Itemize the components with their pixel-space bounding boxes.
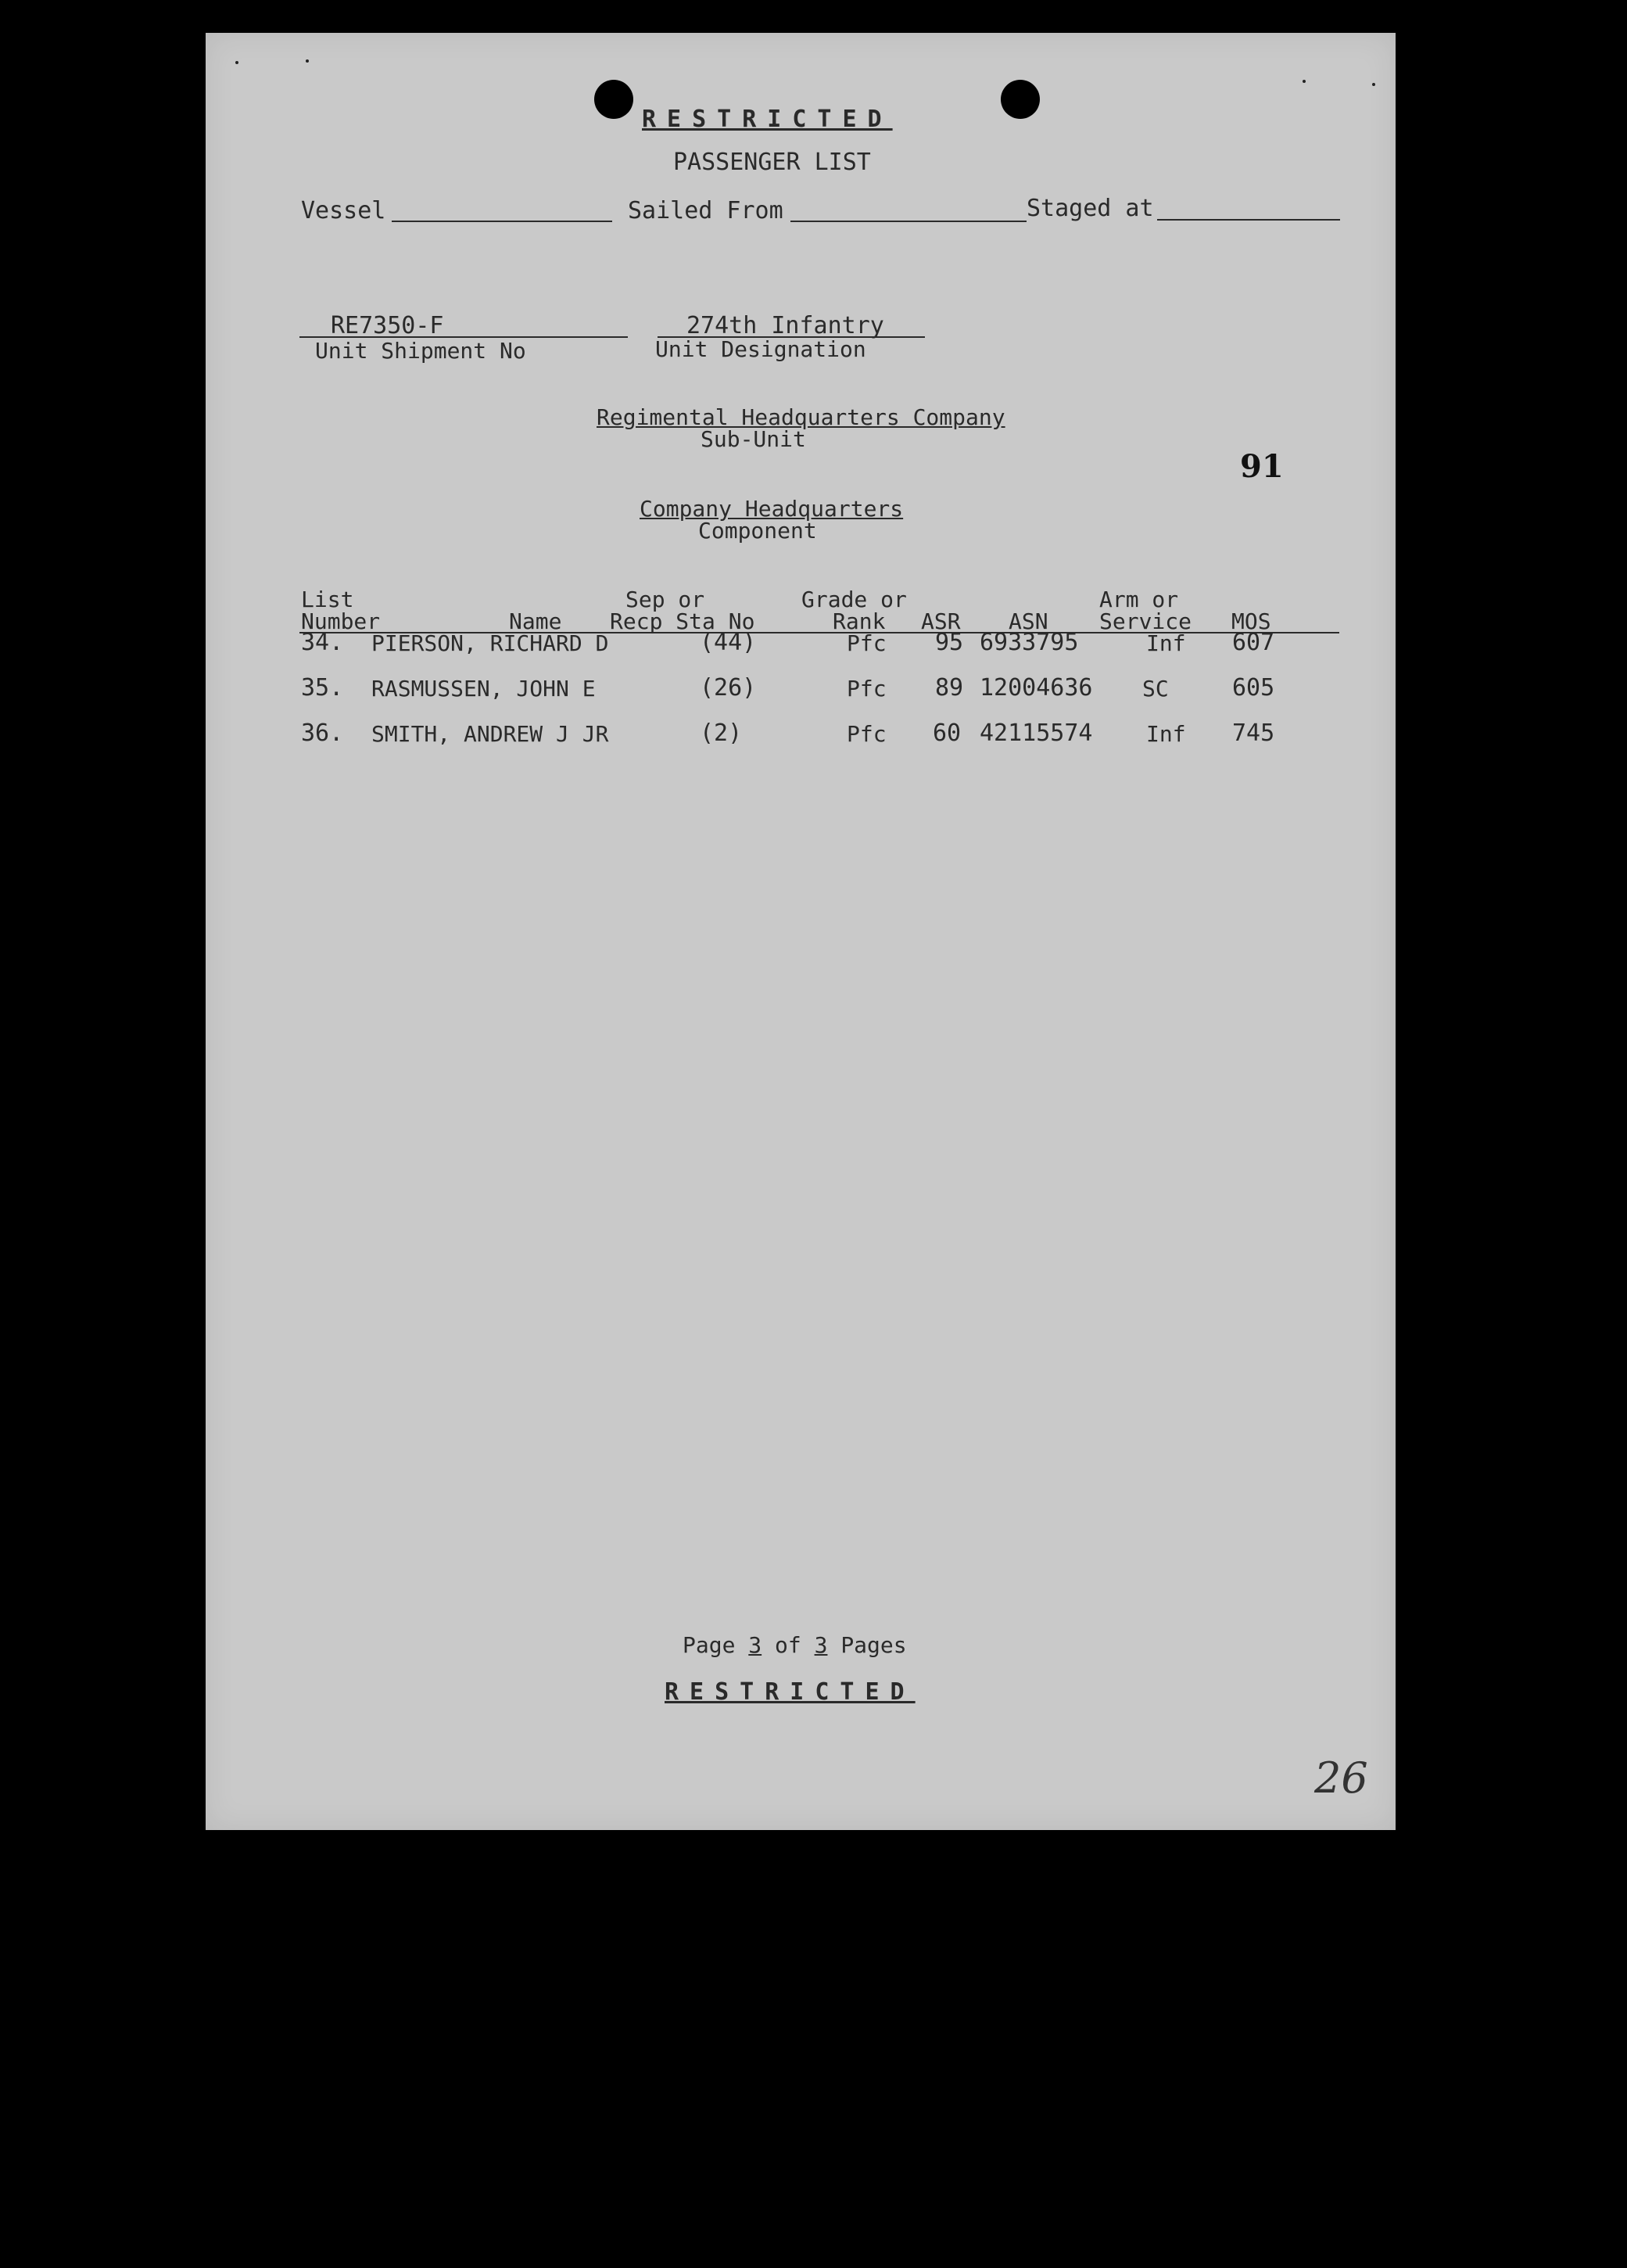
document-page [206, 33, 1396, 1830]
unit-designation-label: Unit Designation [655, 336, 866, 362]
page-word: Page [683, 1632, 736, 1658]
table-row [206, 629, 1396, 660]
handwritten-page-number: 26 [1314, 1753, 1368, 1803]
stamp-number: 91 [1240, 448, 1284, 485]
col-grade-top: Grade or [801, 587, 907, 612]
col-name: Name [509, 608, 562, 634]
row-asn: 42115574 [980, 720, 1093, 747]
col-list-number-top: List [301, 587, 354, 612]
sailed-from-label: Sailed From [628, 197, 783, 224]
speck [1303, 80, 1306, 83]
col-asr: ASR [921, 608, 961, 634]
col-sep-bottom: Recp Sta No [610, 608, 755, 634]
row-mos: 605 [1232, 674, 1275, 702]
component-label: Component [698, 518, 817, 544]
pages-word: Pages [840, 1632, 907, 1658]
col-arm-bottom: Service [1099, 608, 1192, 634]
of-word: of [775, 1632, 801, 1658]
row-rank: Pfc [847, 630, 887, 656]
row-service: SC [1142, 676, 1169, 702]
row-mos: 607 [1232, 629, 1275, 656]
row-rank: Pfc [847, 676, 887, 702]
staged-at-label: Staged at [1027, 195, 1154, 222]
row-number: 36. [301, 720, 344, 747]
col-arm-top: Arm or [1099, 587, 1179, 612]
row-asr: 60 [933, 720, 962, 747]
row-sta-no: (2) [700, 720, 743, 747]
sailed-from-blank [790, 221, 1027, 222]
speck [306, 59, 309, 63]
row-asn: 12004636 [980, 674, 1093, 702]
page-total: 3 [814, 1632, 828, 1658]
row-rank: Pfc [847, 721, 887, 747]
restricted-header: RESTRICTED [642, 106, 893, 133]
page-current: 3 [748, 1632, 762, 1658]
document-title: PASSENGER LIST [673, 149, 871, 176]
speck [235, 61, 238, 64]
speck [1372, 83, 1375, 86]
sub-unit-label: Sub-Unit [701, 426, 806, 452]
col-sep-top: Sep or [625, 587, 705, 612]
staged-at-blank [1157, 219, 1340, 221]
table-row [206, 720, 1396, 751]
page-indicator [683, 1632, 907, 1658]
component-value: Company Headquarters [640, 496, 904, 522]
row-sta-no: (26) [700, 674, 757, 702]
col-mos: MOS [1231, 608, 1271, 634]
restricted-footer: RESTRICTED [665, 1678, 916, 1706]
row-asr: 89 [935, 674, 964, 702]
row-number: 35. [301, 674, 344, 702]
unit-designation: 274th Infantry [686, 312, 884, 339]
punch-hole-left [594, 80, 633, 119]
row-name: RASMUSSEN, JOHN E [371, 676, 596, 702]
row-service: Inf [1146, 721, 1186, 747]
col-grade-bottom: Rank [833, 608, 886, 634]
row-name: SMITH, ANDREW J JR [371, 721, 609, 747]
row-service: Inf [1146, 630, 1186, 656]
punch-hole-right [1001, 80, 1040, 119]
row-asn: 6933795 [980, 629, 1079, 656]
vessel-label: Vessel [301, 197, 386, 224]
unit-shipment-label: Unit Shipment No [315, 338, 526, 364]
col-asn: ASN [1009, 608, 1048, 634]
vessel-blank [392, 221, 612, 222]
row-mos: 745 [1232, 720, 1275, 747]
table-row [206, 674, 1396, 705]
row-sta-no: (44) [700, 629, 757, 656]
unit-shipment-no: RE7350-F [331, 312, 444, 339]
row-asr: 95 [935, 629, 964, 656]
sub-unit-value: Regimental Headquarters Company [597, 404, 1005, 430]
col-list-number-bottom: Number [301, 608, 381, 634]
row-name: PIERSON, RICHARD D [371, 630, 609, 656]
row-number: 34. [301, 629, 344, 656]
